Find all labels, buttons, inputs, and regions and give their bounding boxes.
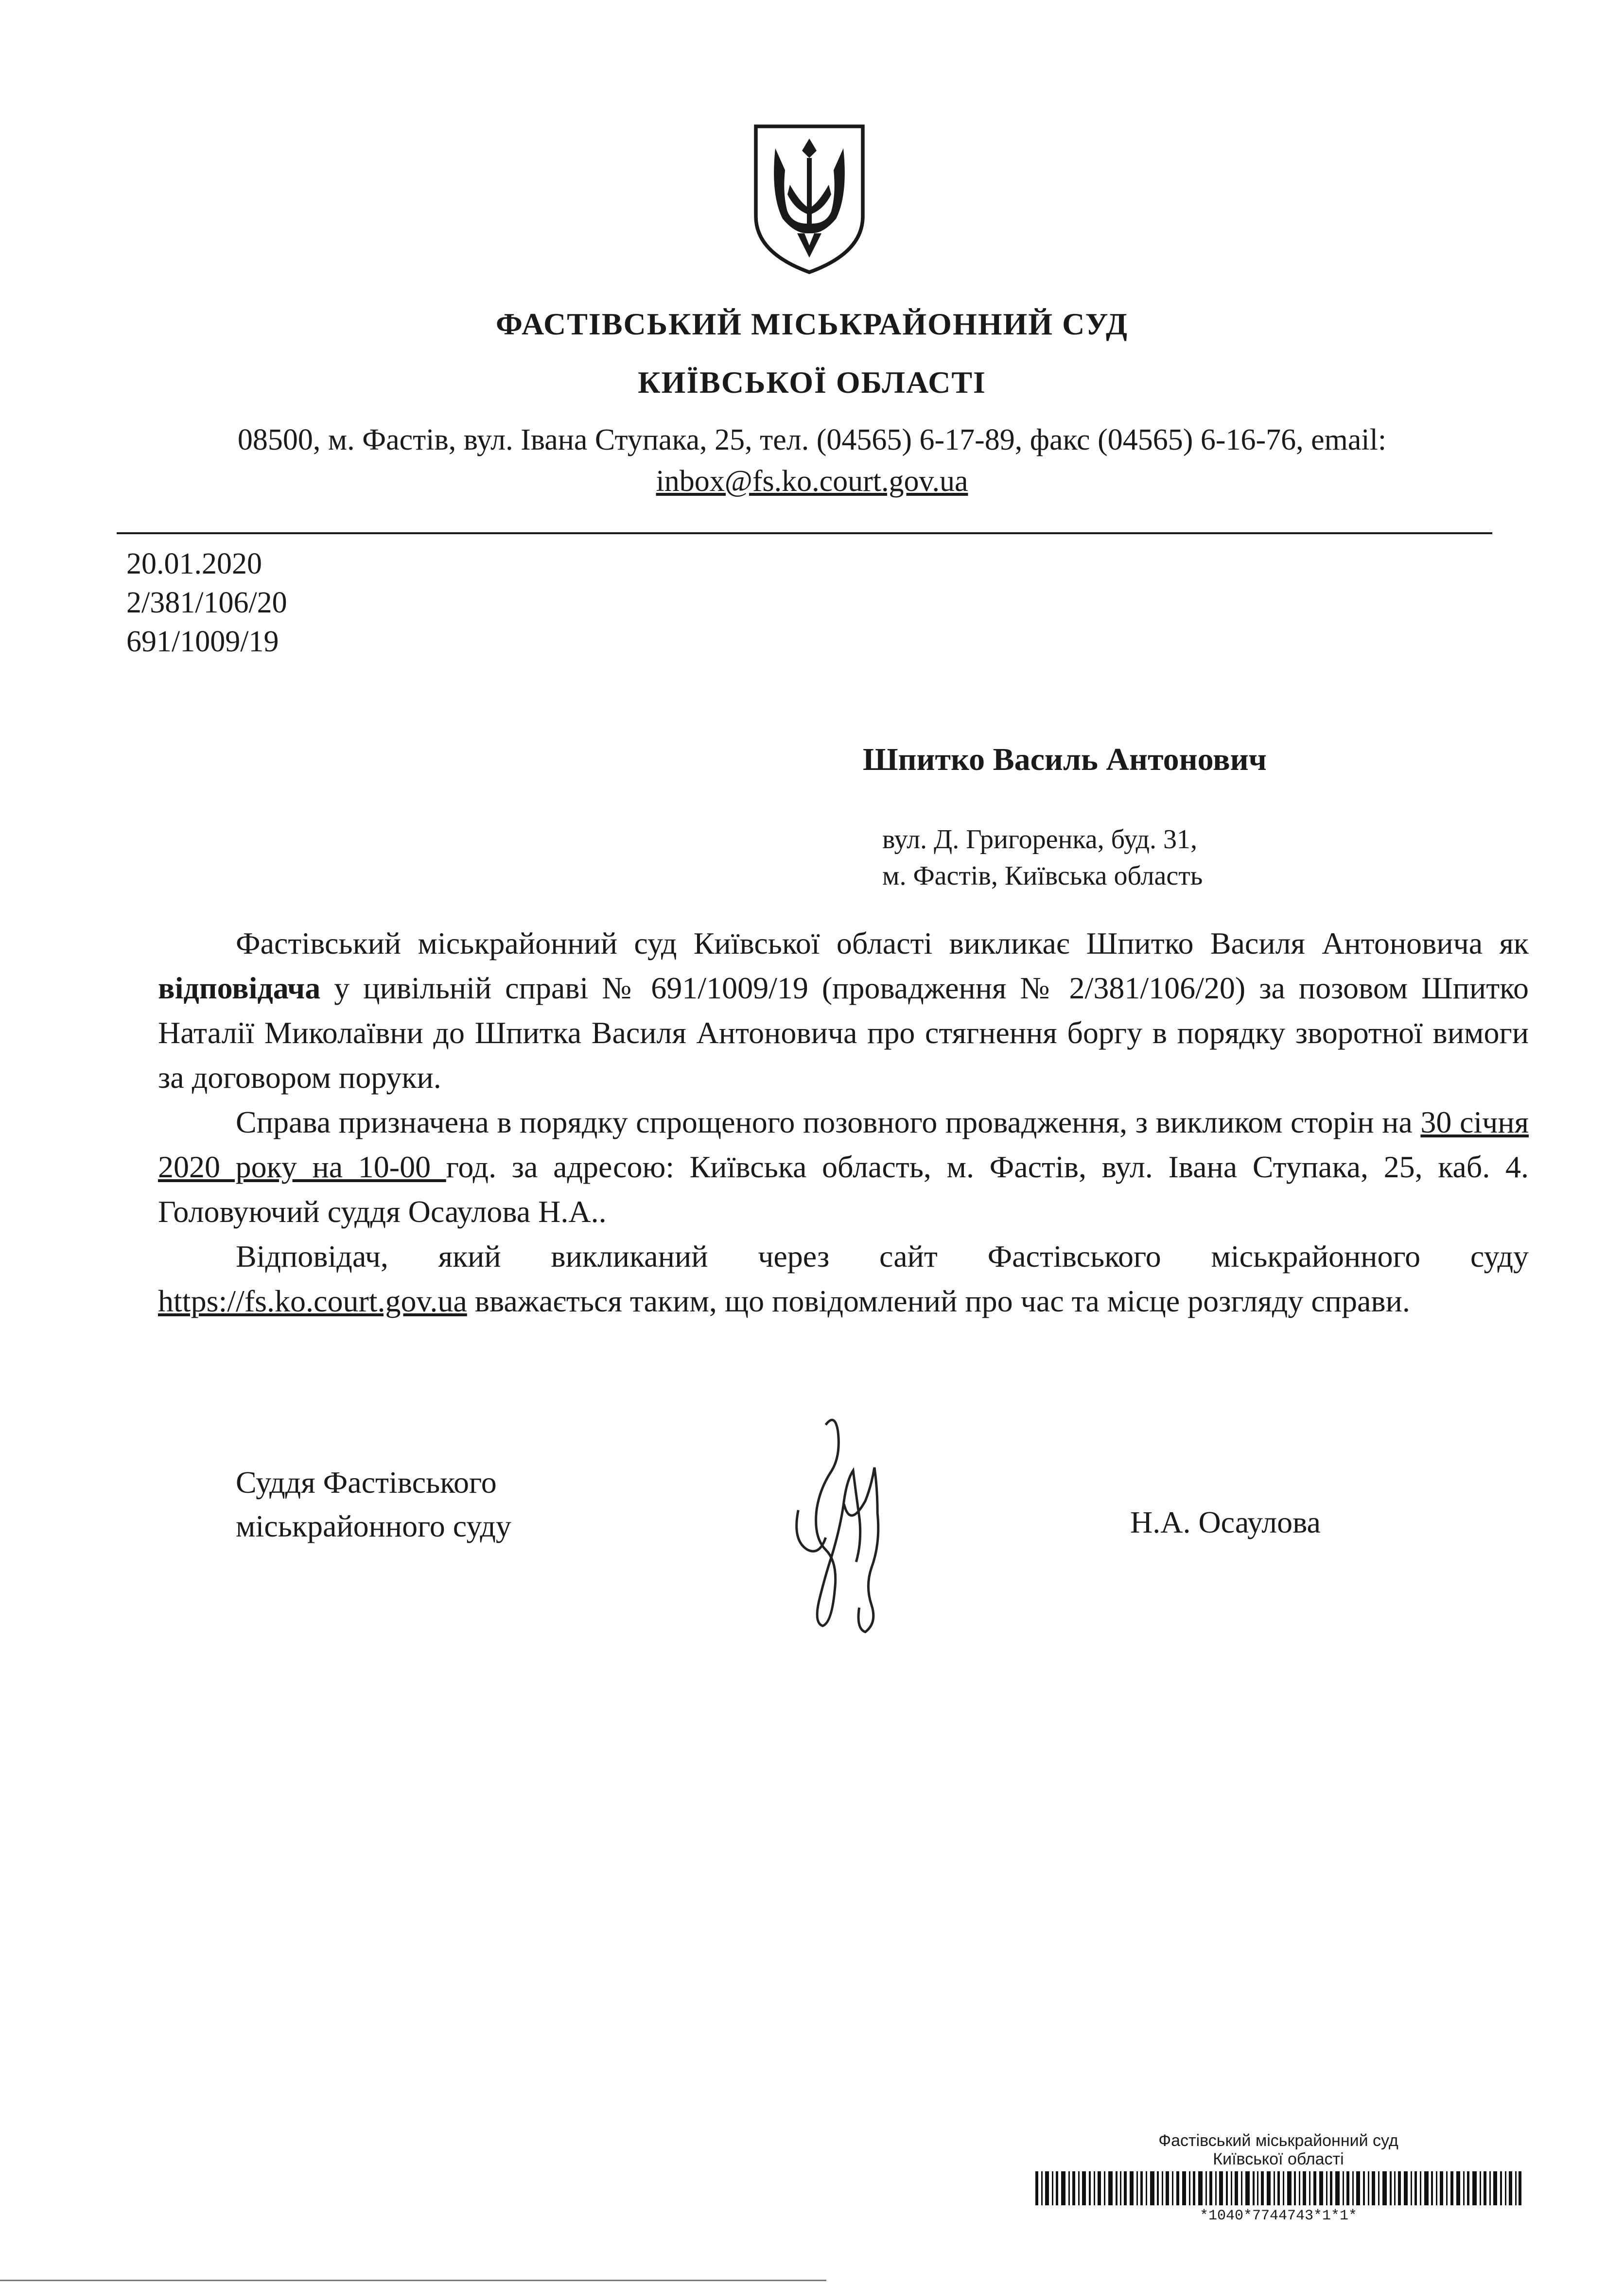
handwritten-signature xyxy=(763,1410,919,1638)
recipient-name: Шпитко Василь Антонович xyxy=(863,742,1267,777)
recipient-address-line1: вул. Д. Григоренка, буд. 31, xyxy=(882,824,1197,855)
proceeding-number: 2/381/106/20 xyxy=(126,586,287,619)
signatory-title: Суддя Фастівського міськрайонного суду xyxy=(236,1465,511,1543)
signatory-name: Н.А. Осаулова xyxy=(1130,1505,1321,1539)
paragraph-notice: Відповідач, який викликаний через сайт Фастівського міськрайонного суду https://fs.ko.court.gov.ua вважається таким, що повідомлений про час та місце розгляду справи. xyxy=(158,1239,1529,1318)
court-contacts: 08500, м. Фастів, вул. Івана Ступака, 25, тел. (04565) 6-17-89, факс (04565) 6-16-76, email: xyxy=(237,423,1387,456)
role-defendant: відповідача xyxy=(158,971,321,1005)
registry-stamp xyxy=(1030,2131,1526,2224)
court-region: КИЇВСЬКОЇ ОБЛАСТІ xyxy=(638,365,986,400)
recipient-address-line2: м. Фастів, Київська область xyxy=(882,861,1203,891)
header-divider xyxy=(117,532,1492,534)
court-name: ФАСТІВСЬКИЙ МІСЬКРАЙОННИЙ СУД xyxy=(496,307,1128,341)
stamp-court-name: Фастівський міськрайонний суд xyxy=(1158,2131,1398,2150)
court-email-link[interactable]: inbox@fs.ko.court.gov.ua xyxy=(656,465,968,498)
court-website-link[interactable]: https://fs.ko.court.gov.ua xyxy=(158,1284,467,1318)
paragraph-summons: Фастівський міськрайонний суд Київської області викликає Шпитко Василя Антоновича як відповідача у цивільній справі № 691/1009/19 (провадження № 2/381/106/20) за позовом Шпитко Наталії Миколаївни до Шпитка Василя Антоновича про стягнення боргу в порядку зворотної вимоги за договором поруки. xyxy=(158,926,1529,1095)
hearing-datetime: 30 січня 2020 року на 10-00 xyxy=(158,1105,1529,1184)
case-number: 691/1009/19 xyxy=(126,625,279,658)
barcode-number: *1040*7744743*1*1* xyxy=(1199,2208,1358,2224)
scan-edge-line xyxy=(0,2280,826,2281)
barcode xyxy=(1035,2171,1521,2205)
stamp-region: Київської області xyxy=(1213,2150,1344,2168)
paragraph-hearing: Справа призначена в порядку спрощеного позовного провадження, з викликом сторін на 30 січня 2020 року на 10-00 год. за адресою: Київська область, м. Фастів, вул. Івана Ступака, 25, каб. 4. Головуючий суддя Осаулова Н.А.. xyxy=(158,1105,1529,1229)
document-date: 20.01.2020 xyxy=(126,547,262,580)
notice-body xyxy=(158,921,1529,1324)
ukraine-trident-icon xyxy=(749,122,870,277)
